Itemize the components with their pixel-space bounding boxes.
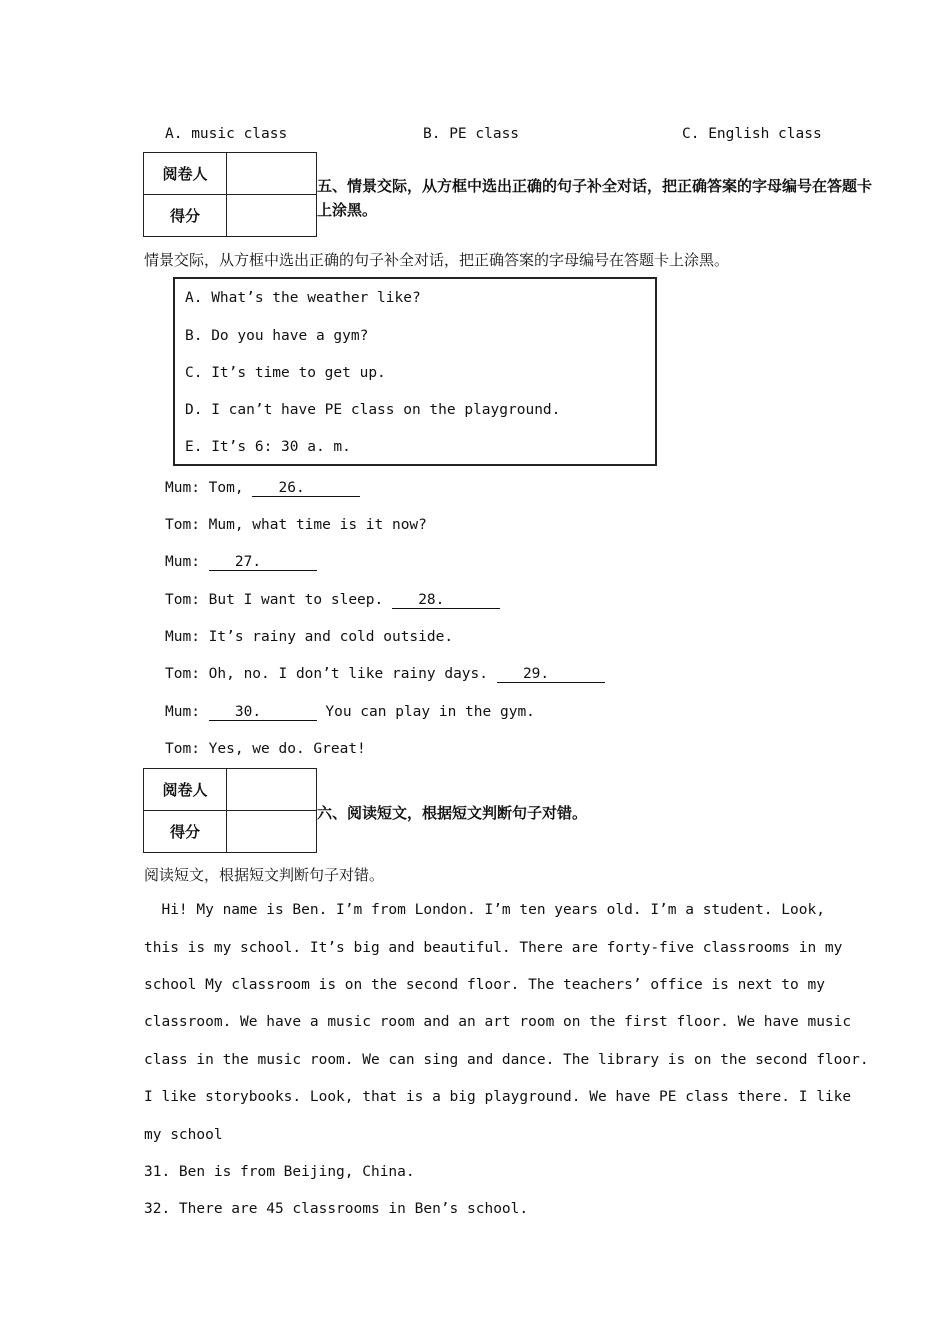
score-cell — [227, 195, 317, 237]
choice-e: E. It’s 6: 30 a. m. — [185, 439, 351, 455]
choice-a: A. What’s the weather like? — [185, 290, 421, 306]
option-c-english-class: C. English class — [682, 126, 822, 142]
section5-heading-cont: 上涂黑。 — [317, 201, 378, 219]
question-32: 32. There are 45 classrooms in Ben’s school. — [144, 1201, 529, 1217]
section6-heading: 六、阅读短文，根据短文判断句子对错。 — [317, 804, 588, 822]
dialogue-line-6: Tom: Oh, no. I don’t like rainy days. 29. — [165, 666, 605, 683]
dialogue-line-7: Mum: 30. You can play in the gym. — [165, 704, 535, 720]
blank-27: 27. — [234, 554, 262, 570]
question-31: 31. Ben is from Beijing, China. — [144, 1164, 415, 1180]
section5-heading: 五、情景交际，从方框中选出正确的句子补全对话，把正确答案的字母编号在答题卡 — [317, 177, 873, 195]
choice-c: C. It’s time to get up. — [185, 365, 386, 381]
score-table-section6 — [143, 768, 317, 853]
section5-instruction: 情景交际，从方框中选出正确的句子补全对话，把正确答案的字母编号在答题卡上涂黑。 — [144, 251, 730, 269]
dialogue-line-5: Mum: It’s rainy and cold outside. — [165, 629, 454, 645]
score-cell — [227, 811, 317, 853]
dialogue-line-4: Tom: But I want to sleep. 28. — [165, 592, 500, 609]
blank-29: 29. — [522, 666, 550, 682]
dialogue-line-8: Tom: Yes, we do. Great! — [165, 741, 366, 757]
option-a-music-class: A. music class — [165, 126, 288, 142]
reviewer-cell — [227, 153, 317, 195]
blank-30: 30. — [234, 704, 262, 720]
blank-26: 26. — [278, 480, 305, 496]
reviewer-label: 阅卷人 — [144, 153, 227, 195]
reviewer-cell — [227, 769, 317, 811]
choice-b: B. Do you have a gym? — [185, 328, 369, 344]
passage-line-3: school My classroom is on the second floor. The teachers’ office is next to my — [144, 977, 825, 993]
passage-line-1: Hi! My name is Ben. I’m from London. I’m ten years old. I’m a student. Look, — [144, 902, 825, 918]
passage-line-4: classroom. We have a music room and an art room on the first floor. We have music — [144, 1014, 852, 1030]
score-label: 得分 — [144, 195, 227, 237]
score-table-section5 — [143, 152, 317, 237]
dialogue-line-3: Mum: 27. — [165, 554, 317, 571]
choice-d: D. I can’t have PE class on the playground. — [185, 402, 561, 418]
option-b-pe-class: B. PE class — [423, 126, 520, 142]
passage-line-2: this is my school. It’s big and beautiful. There are forty-five classrooms in my — [144, 940, 843, 956]
passage-line-5: class in the music room. We can sing and dance. The library is on the second floor. — [144, 1052, 869, 1068]
dialogue-line-1: Mum: Tom, 26. — [165, 480, 360, 497]
section6-instruction: 阅读短文，根据短文判断句子对错。 — [144, 866, 385, 884]
blank-28: 28. — [418, 592, 445, 608]
dialogue-line-2: Tom: Mum, what time is it now? — [165, 517, 427, 533]
passage-line-7: my school — [144, 1127, 223, 1143]
score-label: 得分 — [144, 811, 227, 853]
reviewer-label: 阅卷人 — [144, 769, 227, 811]
passage-line-6: I like storybooks. Look, that is a big playground. We have PE class there. I like — [144, 1089, 852, 1105]
